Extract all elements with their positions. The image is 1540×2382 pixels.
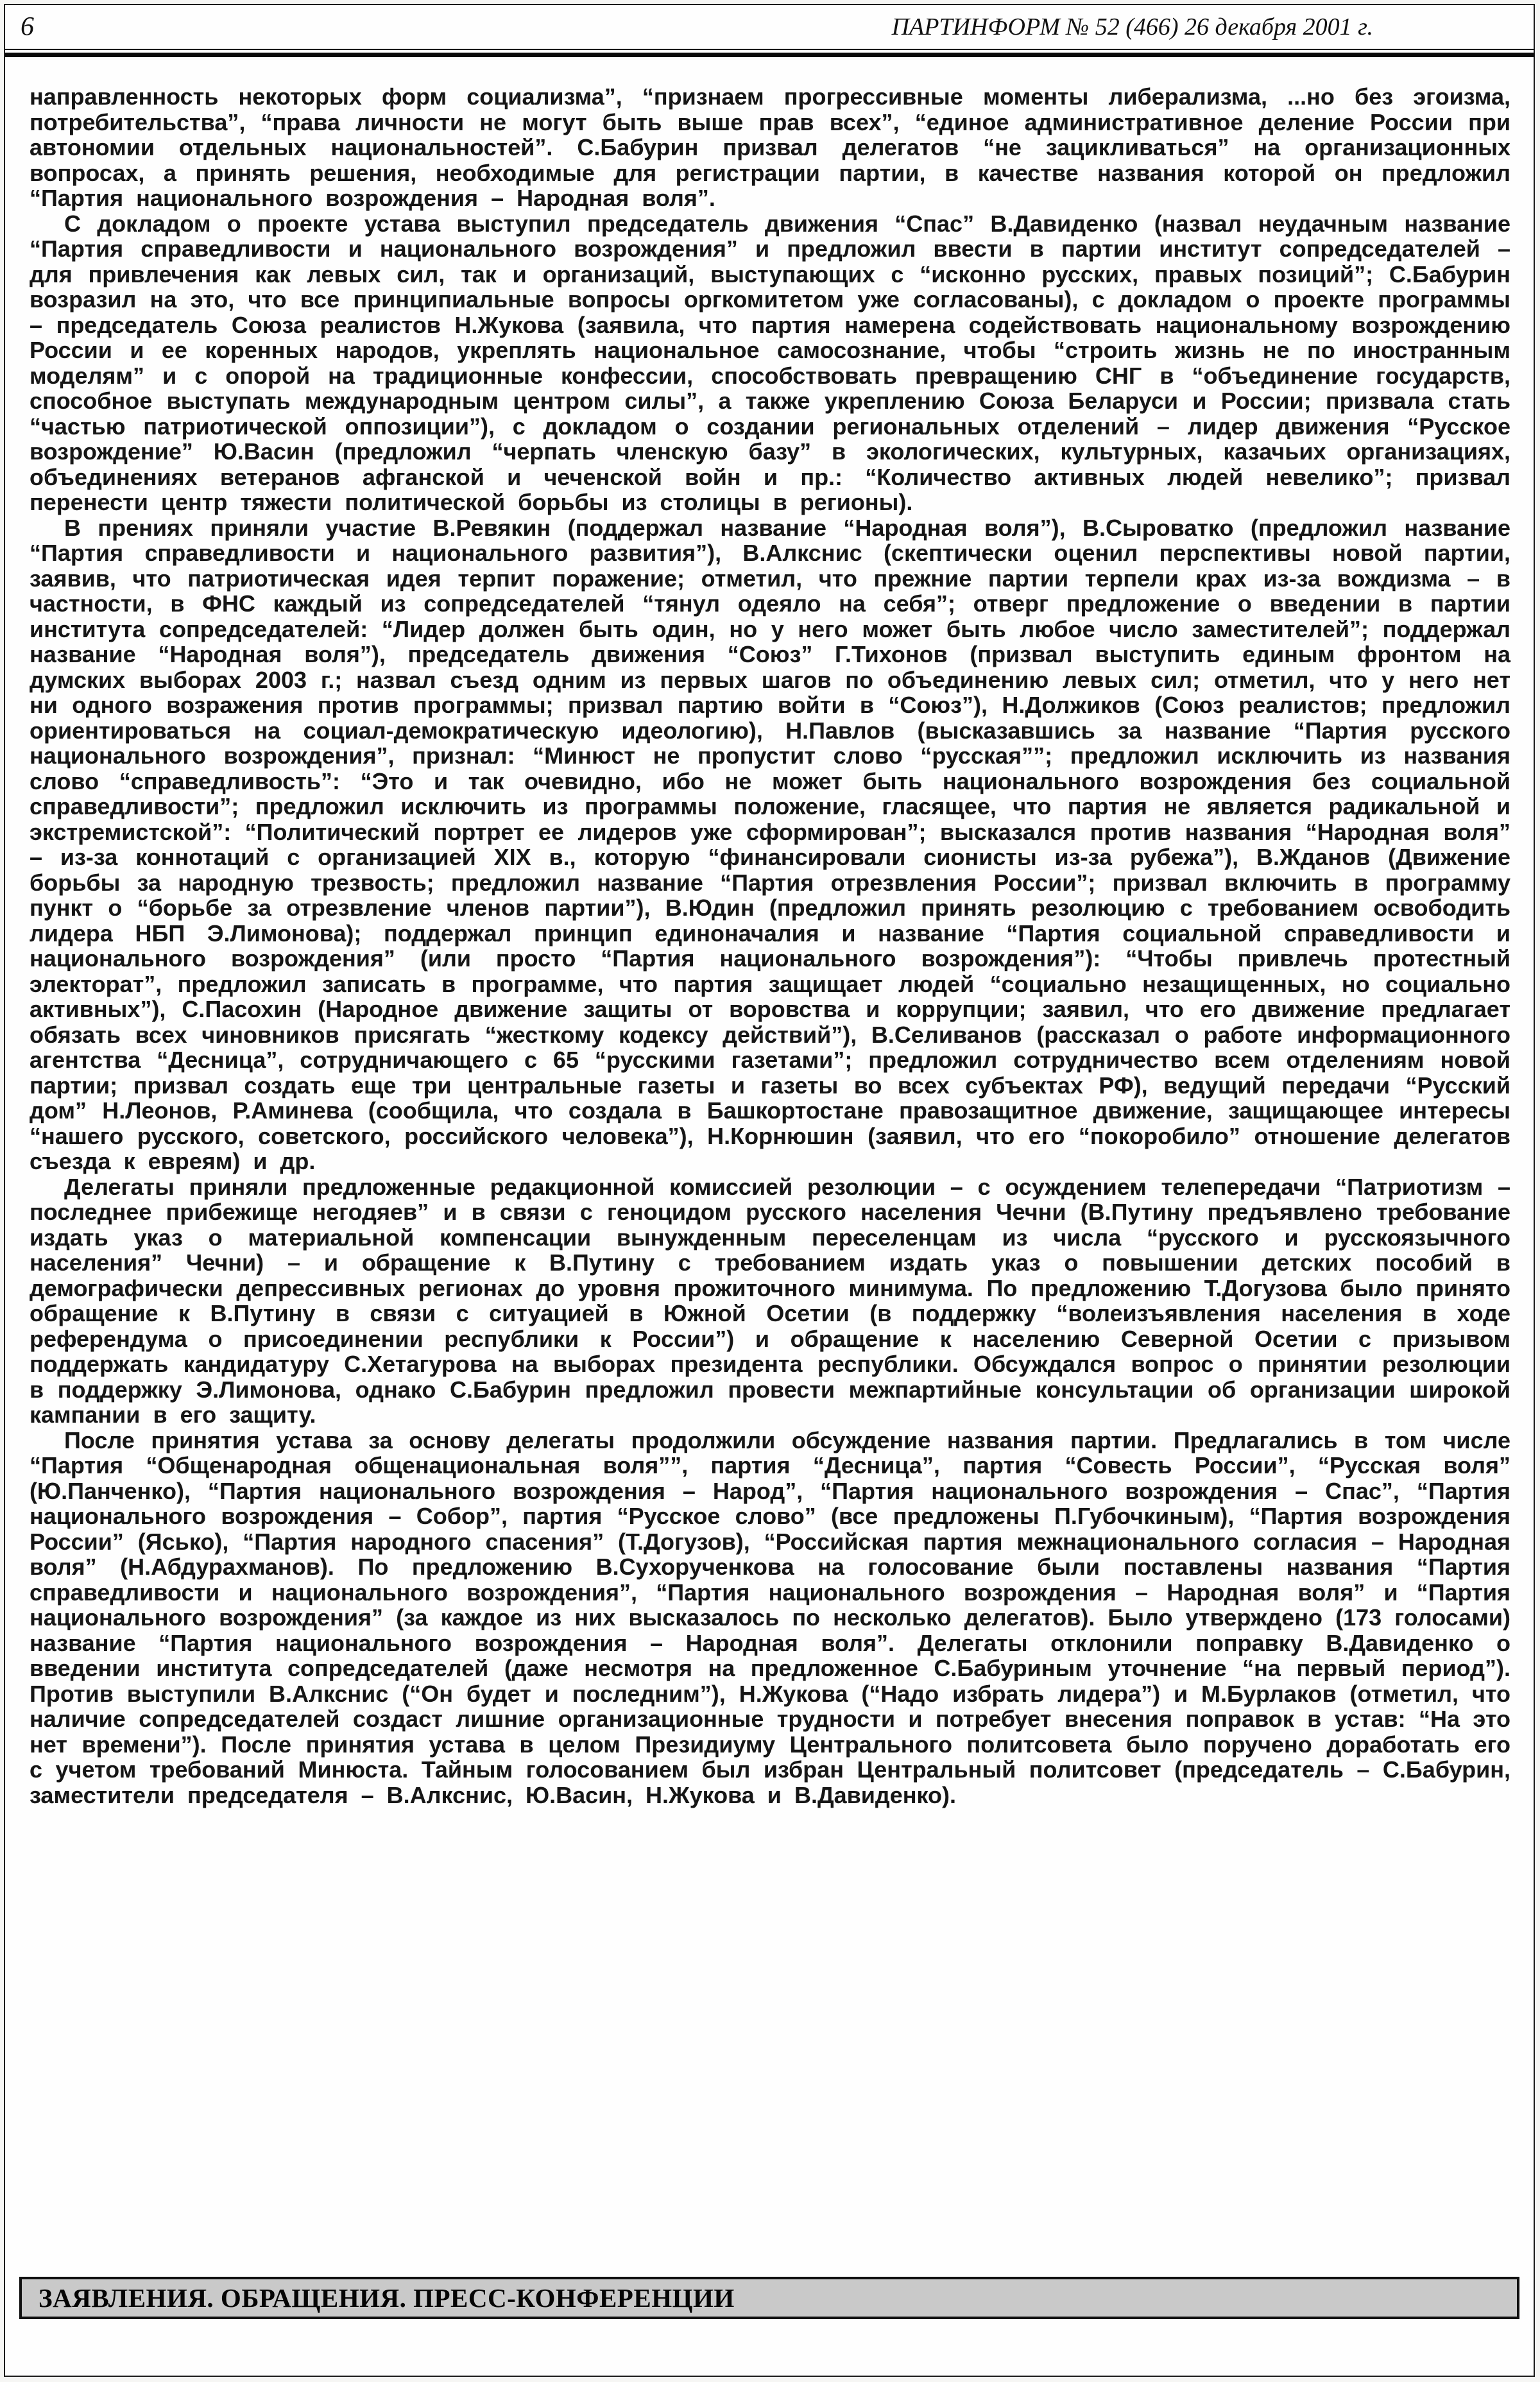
page-header xyxy=(5,5,1534,50)
paragraph: С докладом о проекте устава выступил председатель движения “Спас” В.Давиденко (назвал неудачным название “Партия справедливости и национального возрождения” и предложил ввести в партии институт сопредседателей – для привлечения как левых сил, так и организаций, выступающих с “исконно русских, правых позиций”; С.Бабурин возразил на это, что все принципиальные вопросы оргкомитетом уже согласованы), с докладом о проекте программы – председатель Союза реалистов Н.Жукова (заявила, что партия намерена содействовать национальному возрождению России и ее коренных народов, укреплять национальное самосознание, чтобы “строить жизнь не по иностранным моделям” и с опорой на традиционные конфессии, способствовать превращению СНГ в “объединение государств, способное выступать международным центром силы”, а также укреплению Союза Беларуси и России; призвала стать “частью патриотической оппозиции”), с докладом о создании региональных отделений – лидер движения “Русское возрождение” Ю.Васин (предложил “черпать членскую базу” в экологических, культурных, казачьих организациях, объединениях ветеранов афганской и чеченской войн и пр.: “Количество активных людей невелико”; призвал перенести центр тяжести политической борьбы из столицы в регионы). xyxy=(30,210,1510,515)
paragraph: В прениях приняли участие В.Ревякин (поддержал название “Народная воля”), В.Сыроватко (предложил название “Партия справедливости и национального развития”), В.Алкснис (скептически оценил перспективы новой партии, заявив, что патриотическая идея терпит поражение; отметил, что прежние партии терпели крах из-за вождизма – в частности, в ФНС каждый из сопредседателей “тянул одеяло на себя”; отверг предложение о введении в партии института сопредседателей: “Лидер должен быть один, но у него может быть любое число заместителей”; поддержал название “Народная воля”), председатель движения “Союз” Г.Тихонов (призвал выступить единым фронтом на думских выборах 2003 г.; назвал съезд одним из первых шагов по объединению левых сил; отметил, что у него нет ни одного возражения против программы; призвал партию войти в “Союз”), Н.Должиков (Союз реалистов; предложил ориентироваться на социал-демократическую идеологию), Н.Павлов (высказавшись за название “Партия русского национального возрождения”, признал: “Минюст не пропустит слово “русская””; предложил исключить из названия слово “справедливость”: “Это и так очевидно, ибо не может быть национального возрождения без социальной справедливости”; предложил исключить из программы положение, гласящее, что партия не является радикальной и экстремистской”: “Политический портрет ее лидеров уже сформирован”; высказался против названия “Народная воля” – из-за коннотаций с организацией XIX в., которую “финансировали сионисты из-за рубежа”), В.Жданов (Движение борьбы за народную трезвость; предложил название “Партия отрезвления России”; призвал включить в программу пункт о “борьбе за отрезвление членов партии”), В.Юдин (предложил принять резолюцию с требованием освободить лидера НБП Э.Лимонова); поддержал принцип единоначалия и название “Партия социальной справедливости и национального возрождения” (или просто “Партия национального возрождения”): “Чтобы привлечь протестный электорат”, предложил записать в программе, что партия защищает людей “социально незащищенных, но социально активных”), С.Пасохин (Народное движение защиты от воровства и коррупции; заявил, что его движение предлагает обязать всех чиновников присягать “жесткому кодексу действий”), В.Селиванов (рассказал о работе информационного агентства “Десница”, сотрудничающего с 65 “русскими газетами”; предложил сотрудничество всем отделениям новой партии; призвал создать еще три центральные газеты и газеты во всех субъектах РФ), ведущий передачи “Русский дом” Н.Леонов, Р.Аминева (сообщила, что создала в Башкортостане правозащитное движение, защищающее интересы “нашего русского, советского, российского человека”), Н.Корнюшин (заявил, что его “покоробило” отношение делегатов съезда к евреям) и др. xyxy=(30,514,1510,1174)
masthead-title: ПАРТИНФОРМ № 52 (466) 26 декабря 2001 г. xyxy=(891,13,1373,40)
page xyxy=(4,4,1535,2377)
paragraph: После принятия устава за основу делегаты продолжили обсуждение названия партии. Предлагались в том числе “Партия “Общенародная общенациональная воля””, партия “Десница”, партия “Совесть России”, “Русская воля” (Ю.Панченко), “Партия национального возрождения – Народ”, “Партия национального возрождения – Спас”, “Партия национального возрождения – Собор”, партия “Русское слово” (все предложены П.Губочкиным), “Партия возрождения России” (Ясько), “Партия народного спасения” (Т.Догузов), “Российская партия межнационального согласия – Народная воля” (Н.Абдурахманов). По предложению В.Сухорученкова на голосование были поставлены названия “Партия справедливости и национального возрождения”, “Партия национального возрождения – Народная воля” и “Партия национального возрождения” (за каждое из них высказалось по несколько делегатов). Было утверждено (173 голосами) название “Партия национального возрождения – Народная воля”. Делегаты отклонили поправку В.Давиденко о введении института сопредседателей (даже несмотря на предложенное С.Бабуриным уточнение “на первый период”). Против выступили В.Алкснис (“Он будет и последним”), Н.Жукова (“Надо избрать лидера”) и М.Бурлаков (отметил, что наличие сопредседателей создаст лишние организационные трудности и потребует внесения поправок в устав: “На это нет времени”). После принятия устава в целом Президиуму Центрального политсовета было поручено доработать его с учетом требований Минюста. Тайным голосованием был избран Центральный политсовет (председатель – С.Бабурин, заместители председателя – В.Алкснис, Ю.Васин, Н.Жукова и В.Давиденко). xyxy=(30,1427,1510,1808)
paragraph: направленность некоторых форм социализма”, “признаем прогрессивные моменты либерализма, ...но без эгоизма, потребительства”, “права личности не могут быть выше прав всех”, “единое административное деление России при автономии отдельных национальностей”. С.Бабурин призвал делегатов “не зацикливаться” на организационных вопросах, а принять решения, необходимые для регистрации партии, в качестве названия которой он предложил “Партия национального возрождения – Народная воля”. xyxy=(30,83,1510,211)
section-header-bar xyxy=(19,2277,1519,2319)
paragraph: Делегаты приняли предложенные редакционной комиссией резолюции – с осуждением телепередачи “Патриотизм – последнее прибежище негодяев” и в связи с геноцидом русского населения Чечни (В.Путину предъявлено требование издать указ о материальной компенсации вынужденным переселенцам из числа “русского и русскоязычного населения” Чечни) – и обращение к В.Путину с требованием издать указ о повышении детских пособий в демографически депрессивных регионах до уровня прожиточного минимума. По предложению Т.Догузова было принято обращение к В.Путину в связи с ситуацией в Южной Осетии (в поддержку “волеизъявления населения в ходе референдума о присоединении республики к России”) и обращение к населению Северной Осетии с призывом поддержать кандидатуру С.Хетагурова на выборах президента республики. Обсуждался вопрос о принятии резолюции в поддержку Э.Лимонова, однако С.Бабурин предложил провести межпартийные консультации об организации широкой кампании в его защиту. xyxy=(30,1173,1510,1428)
section-title: ЗАЯВЛЕНИЯ. ОБРАЩЕНИЯ. ПРЕСС-КОНФЕРЕНЦИИ xyxy=(38,2283,735,2313)
article-body xyxy=(5,57,1534,2258)
header-rule xyxy=(5,53,1534,57)
page-number: 6 xyxy=(21,12,34,42)
